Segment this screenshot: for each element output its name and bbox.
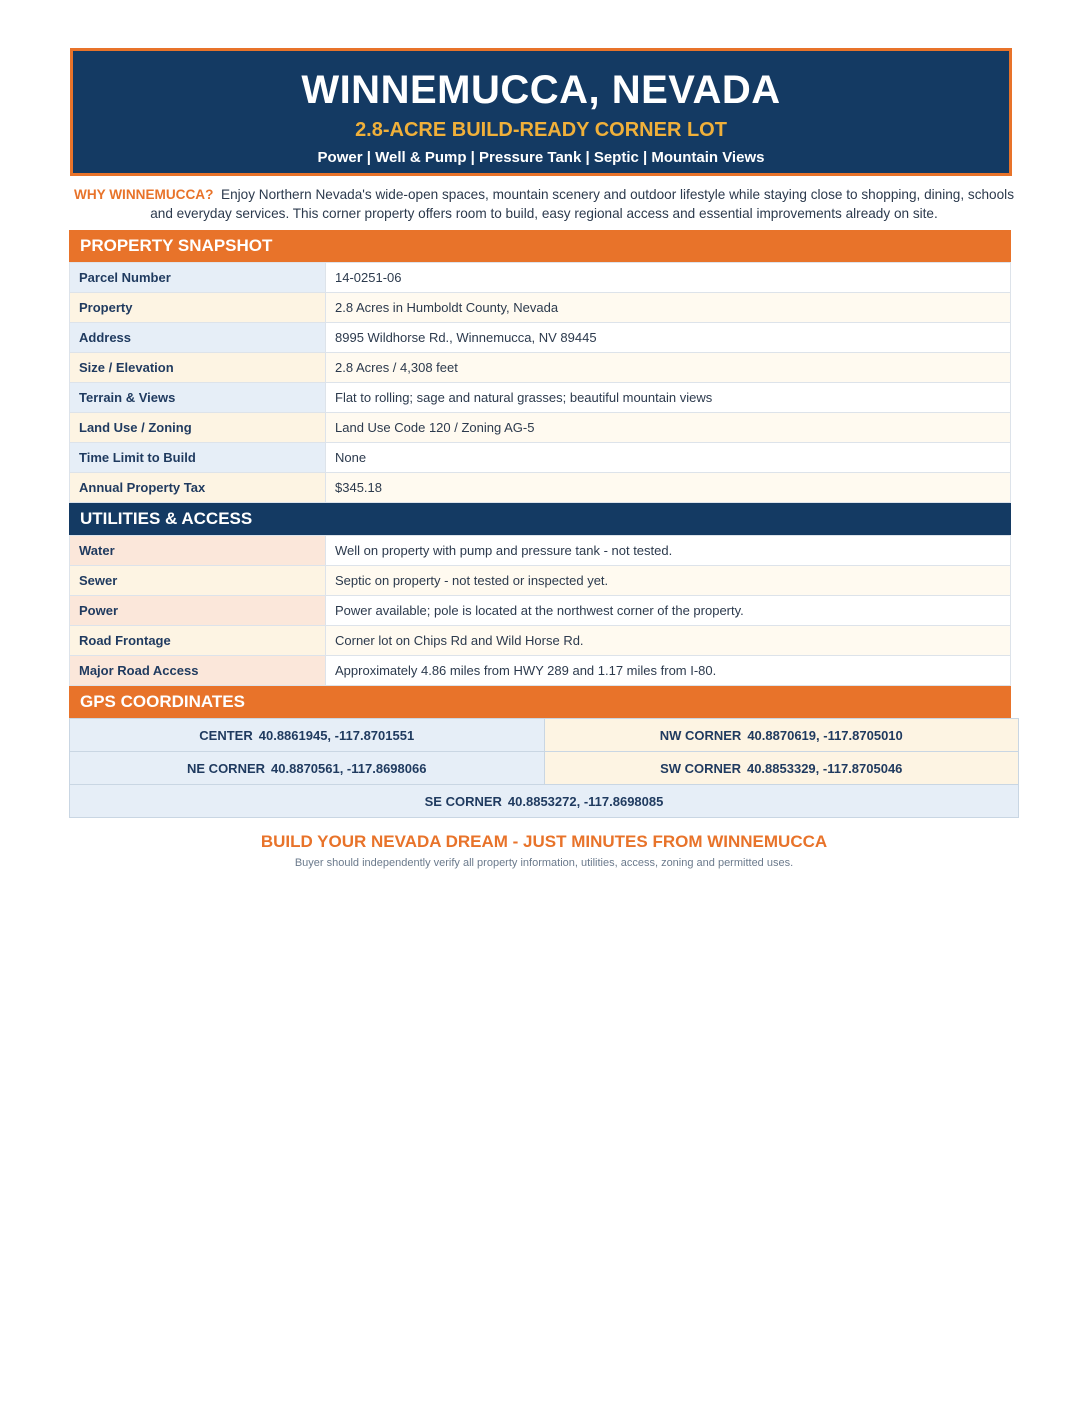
gps-sw-cell bbox=[544, 752, 1019, 785]
table-row bbox=[70, 323, 1011, 353]
row-label: Sewer bbox=[70, 566, 326, 596]
utilities-heading: UTILITIES & ACCESS bbox=[69, 503, 1011, 535]
row-value: 2.8 Acres / 4,308 feet bbox=[326, 353, 1011, 383]
table-row bbox=[70, 473, 1011, 503]
row-value: 2.8 Acres in Humboldt County, Nevada bbox=[326, 293, 1011, 323]
row-label: Parcel Number bbox=[70, 263, 326, 293]
intro-paragraph bbox=[69, 185, 1019, 223]
flyer-page bbox=[69, 48, 1019, 869]
table-row bbox=[70, 413, 1011, 443]
row-label: Land Use / Zoning bbox=[70, 413, 326, 443]
row-label: Annual Property Tax bbox=[70, 473, 326, 503]
footer-disclaimer: Buyer should independently verify all property information, utilities, access, zoning and permitted uses. bbox=[294, 857, 794, 869]
table-row bbox=[70, 263, 1011, 293]
row-label: Time Limit to Build bbox=[70, 443, 326, 473]
row-value: Septic on property - not tested or inspected yet. bbox=[326, 566, 1011, 596]
table-row bbox=[70, 596, 1011, 626]
row-value: Well on property with pump and pressure tank - not tested. bbox=[326, 536, 1011, 566]
row-label: Size / Elevation bbox=[70, 353, 326, 383]
table-row bbox=[70, 566, 1011, 596]
gps-center-cell bbox=[70, 719, 545, 752]
gps-coords: 40.8870619, -117.8705010 bbox=[747, 727, 903, 743]
table-row bbox=[70, 293, 1011, 323]
table-row bbox=[70, 719, 1019, 752]
page-subtitle: 2.8-ACRE BUILD-READY CORNER LOT bbox=[355, 119, 727, 141]
row-value: Flat to rolling; sage and natural grasses; beautiful mountain views bbox=[326, 383, 1011, 413]
row-value: 14-0251-06 bbox=[326, 263, 1011, 293]
feature-tags: Power | Well & Pump | Pressure Tank | Septic | Mountain Views bbox=[317, 149, 765, 166]
property-snapshot-table bbox=[69, 262, 1011, 503]
gps-ne-cell bbox=[70, 752, 545, 785]
row-value: $345.18 bbox=[326, 473, 1011, 503]
table-row bbox=[70, 443, 1011, 473]
gps-label: CENTER bbox=[199, 727, 253, 743]
gps-label: NW CORNER bbox=[659, 727, 742, 743]
row-label: Road Frontage bbox=[70, 626, 326, 656]
row-value: Land Use Code 120 / Zoning AG-5 bbox=[326, 413, 1011, 443]
gps-label: NE CORNER bbox=[187, 760, 266, 776]
gps-label: SW CORNER bbox=[660, 760, 741, 776]
utilities-table bbox=[69, 535, 1011, 686]
gps-coords: 40.8861945, -117.8701551 bbox=[258, 727, 415, 743]
table-row bbox=[70, 656, 1011, 686]
table-row bbox=[70, 383, 1011, 413]
table-row bbox=[70, 785, 1019, 818]
snapshot-heading: PROPERTY SNAPSHOT bbox=[69, 230, 1011, 262]
row-value: None bbox=[326, 443, 1011, 473]
row-value: Approximately 4.86 miles from HWY 289 and 1.17 miles from I-80. bbox=[326, 656, 1011, 686]
row-label: Water bbox=[70, 536, 326, 566]
intro-lead: WHY WINNEMUCCA? bbox=[73, 187, 214, 202]
page-title: WINNEMUCCA, NEVADA bbox=[301, 68, 781, 112]
row-label: Address bbox=[70, 323, 326, 353]
row-label: Power bbox=[70, 596, 326, 626]
gps-heading: GPS COORDINATES bbox=[69, 686, 1011, 718]
gps-coords: 40.8853329, -117.8705046 bbox=[746, 760, 903, 776]
row-value: 8995 Wildhorse Rd., Winnemucca, NV 89445 bbox=[326, 323, 1011, 353]
table-row bbox=[70, 626, 1011, 656]
row-label: Terrain & Views bbox=[70, 383, 326, 413]
row-value: Power available; pole is located at the northwest corner of the property. bbox=[326, 596, 1011, 626]
row-value: Corner lot on Chips Rd and Wild Horse Rd. bbox=[326, 626, 1011, 656]
gps-coordinates-table bbox=[69, 718, 1019, 818]
gps-coords: 40.8870561, -117.8698066 bbox=[271, 760, 427, 776]
row-label: Major Road Access bbox=[70, 656, 326, 686]
row-label: Property bbox=[70, 293, 326, 323]
table-row bbox=[70, 353, 1011, 383]
table-row bbox=[70, 752, 1019, 785]
gps-coords: 40.8853272, -117.8698085 bbox=[507, 793, 664, 809]
gps-nw-cell bbox=[544, 719, 1019, 752]
footer-title: BUILD YOUR NEVADA DREAM - JUST MINUTES FROM WINNEMUCCA bbox=[260, 832, 828, 851]
gps-label: SE CORNER bbox=[424, 793, 502, 809]
header-banner bbox=[70, 48, 1012, 176]
table-row bbox=[70, 536, 1011, 566]
gps-se-cell bbox=[70, 785, 1019, 818]
intro-text: Enjoy Northern Nevada's wide-open spaces, mountain scenery and outdoor lifestyle while staying close to shopping, dining, schools and everyday services. This corner property offers room to build, easy regional access and essential improvements already on site. bbox=[150, 187, 1014, 221]
